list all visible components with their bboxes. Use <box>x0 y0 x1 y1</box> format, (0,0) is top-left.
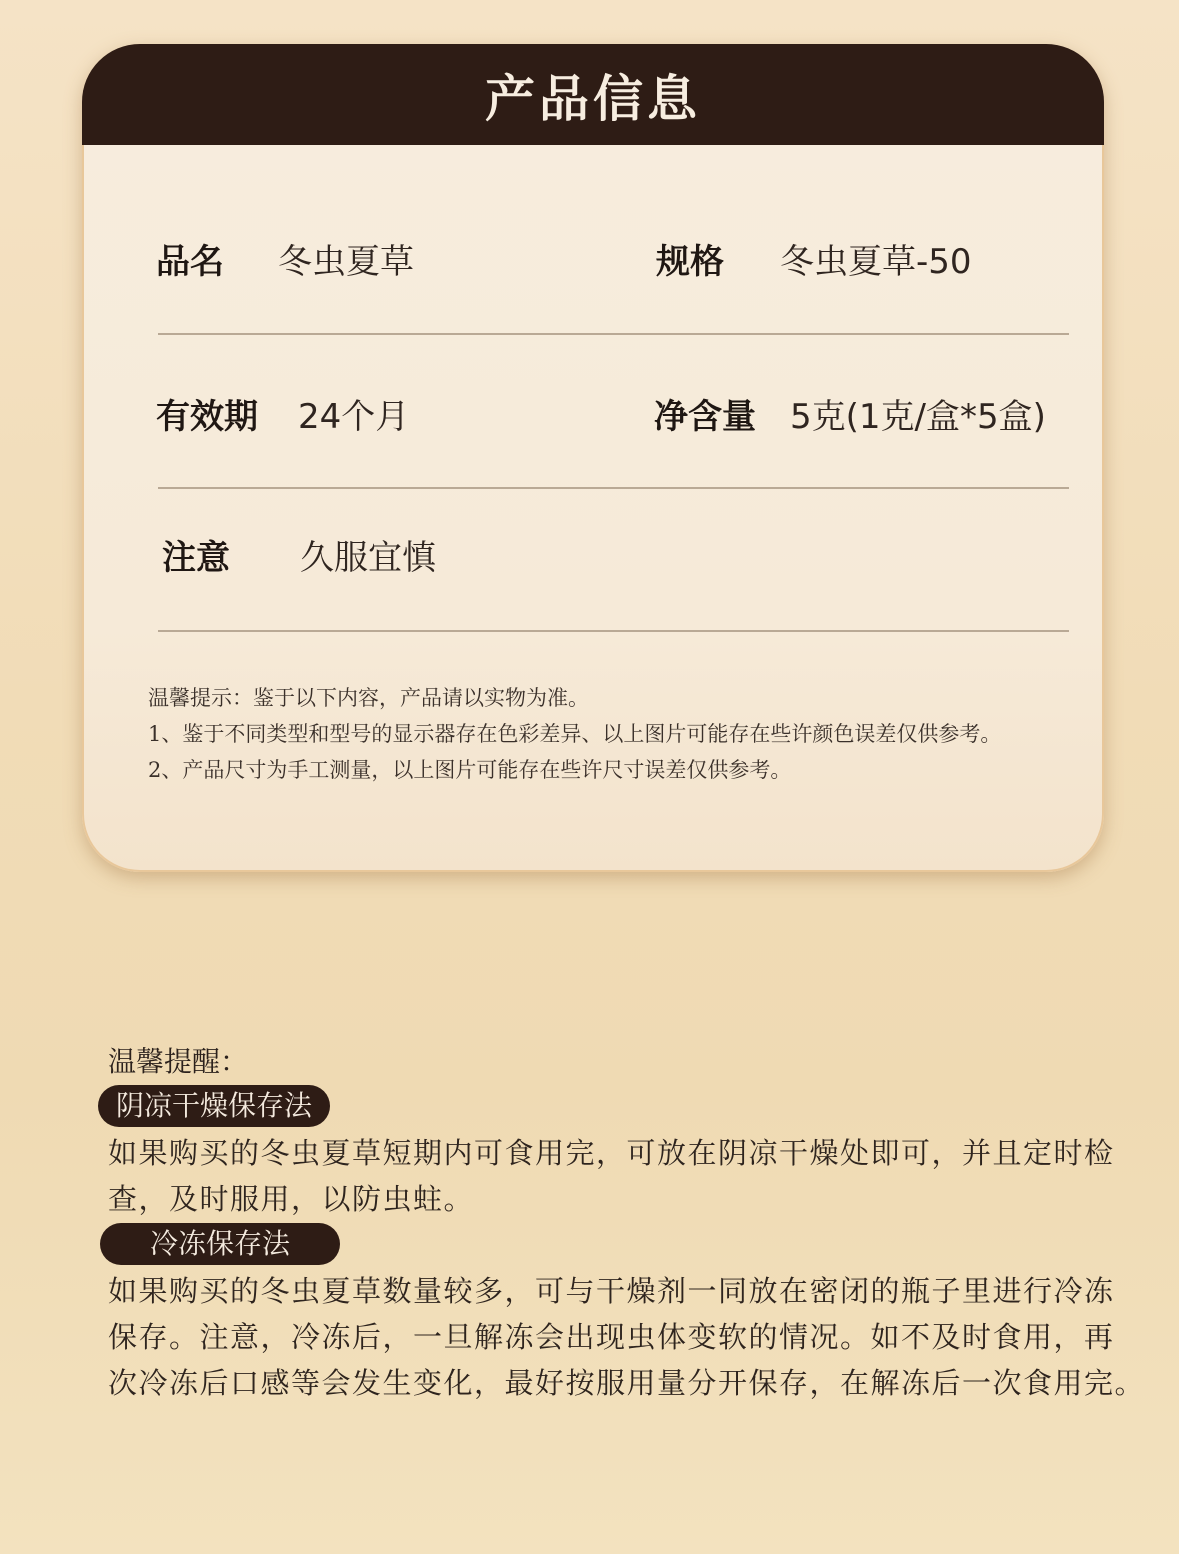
row-divider <box>158 629 1069 632</box>
name-label: 品名 <box>156 242 224 282</box>
paragraph-line: 如果购买的冬虫夏草数量较多，可与干燥剂一同放在密闭的瓶子里进行冷冻 <box>108 1274 1115 1308</box>
shelf-life-value: 24个月 <box>298 397 410 437</box>
card-header <box>82 44 1104 145</box>
reminder-title: 温馨提醒： <box>108 1045 249 1078</box>
paragraph-line: 次冷冻后口感等会发生变化，最好按服用量分开保存，在解冻后一次食用完。 <box>108 1366 1146 1400</box>
section-heading-badge: 阴凉干燥保存法 <box>98 1085 330 1127</box>
caution-value: 久服宜慎 <box>300 538 436 578</box>
paragraph-line: 保存。注意，冷冻后，一旦解冻会出现虫体变软的情况。如不及时食用，再 <box>108 1320 1115 1354</box>
tip-line: 1、鉴于不同类型和型号的显示器存在色彩差异、以上图片可能存在些许颜色误差仅供参考。 <box>148 722 1002 746</box>
net-content-label: 净含量 <box>654 397 756 437</box>
tip-line: 2、产品尺寸为手工测量，以上图片可能存在些许尺寸误差仅供参考。 <box>148 758 792 782</box>
caution-label: 注意 <box>162 538 230 578</box>
row-divider <box>158 486 1069 489</box>
paragraph-line: 查，及时服用，以防虫蛀。 <box>108 1182 475 1216</box>
card-title: 产品信息 <box>485 69 701 128</box>
product-info-card <box>82 44 1104 872</box>
section-paragraph <box>108 1130 1128 1222</box>
spec-value: 冬虫夏草-50 <box>780 242 972 282</box>
tip-line: 温馨提示：鉴于以下内容，产品请以实物为准。 <box>148 686 589 710</box>
section-heading-badge: 冷冻保存法 <box>100 1223 340 1265</box>
tips-block <box>148 680 1098 788</box>
net-content-value: 5克(1克/盒*5盒) <box>790 397 1046 437</box>
row-divider <box>158 332 1069 335</box>
section-paragraph <box>108 1268 1146 1406</box>
paragraph-line: 如果购买的冬虫夏草短期内可食用完，可放在阴凉干燥处即可，并且定时检 <box>108 1136 1115 1170</box>
name-value: 冬虫夏草 <box>278 242 414 282</box>
spec-label: 规格 <box>656 242 724 282</box>
shelf-life-label: 有效期 <box>156 397 258 437</box>
